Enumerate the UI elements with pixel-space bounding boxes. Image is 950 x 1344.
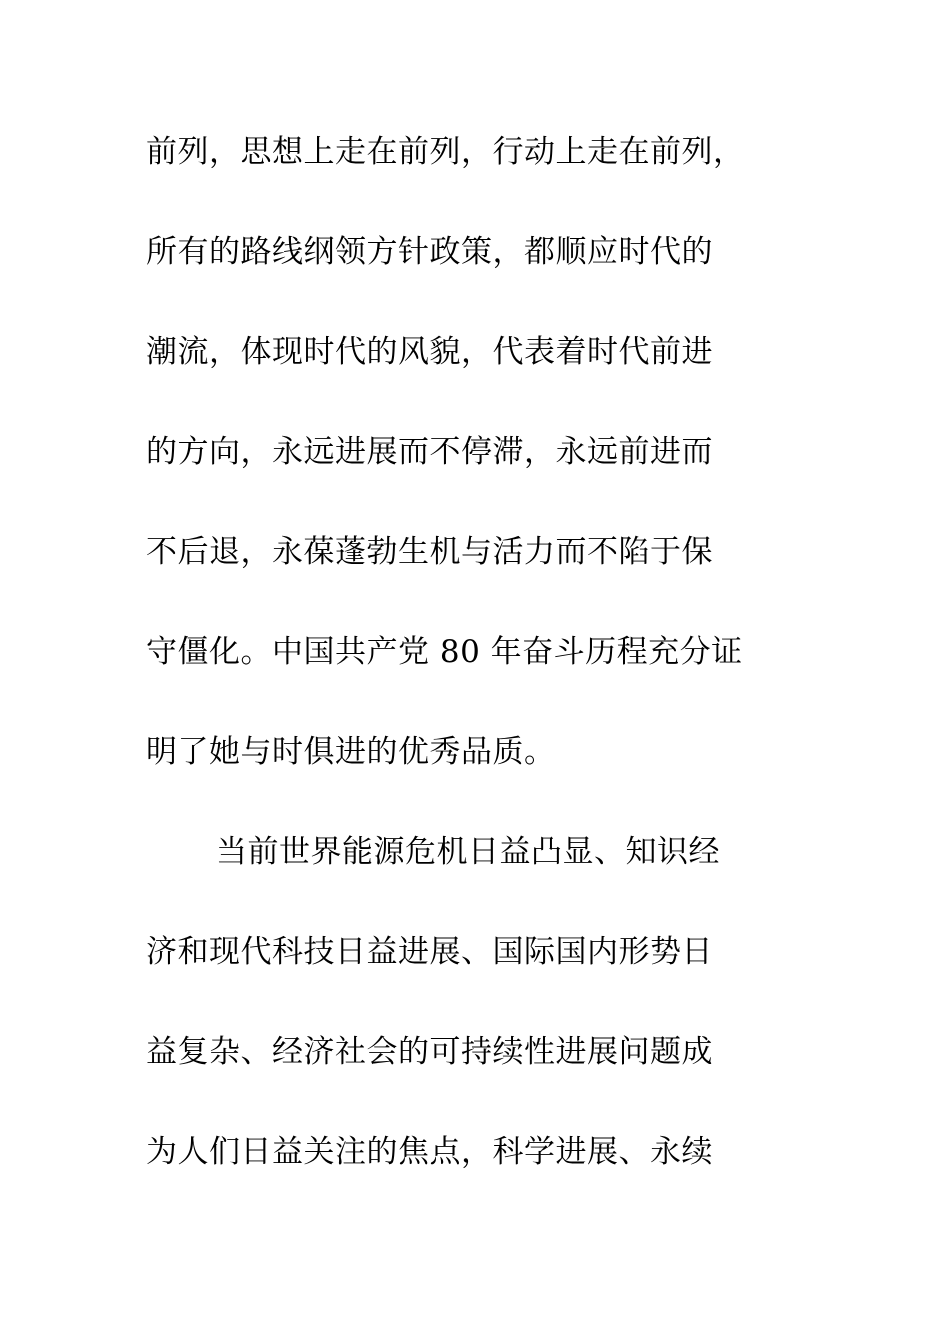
text-line: 潮流，体现时代的风貌，代表着时代前进 [146, 334, 713, 370]
text-line: 益复杂、经济社会的可持续性进展问题成 [146, 1034, 713, 1070]
text-line: 所有的路线纲领方针政策，都顺应时代的 [146, 234, 713, 270]
text-line: 的方向，永远进展而不停滞，永远前进而 [146, 434, 713, 470]
text-line: 济和现代科技日益进展、国际国内形势日 [146, 934, 713, 970]
text-line: 前列，思想上走在前列，行动上走在前列， [146, 134, 745, 170]
text-line: 不后退，永葆蓬勃生机与活力而不陷于保 [146, 534, 713, 570]
text-line: 为人们日益关注的焦点，科学进展、永续 [146, 1134, 713, 1170]
text-line: 守僵化。中国共产党 80 年奋斗历程充分证 [146, 634, 743, 670]
text-line: 当前世界能源危机日益凸显、知识经 [216, 834, 720, 870]
text-line: 明了她与时俱进的优秀品质。 [146, 734, 556, 770]
